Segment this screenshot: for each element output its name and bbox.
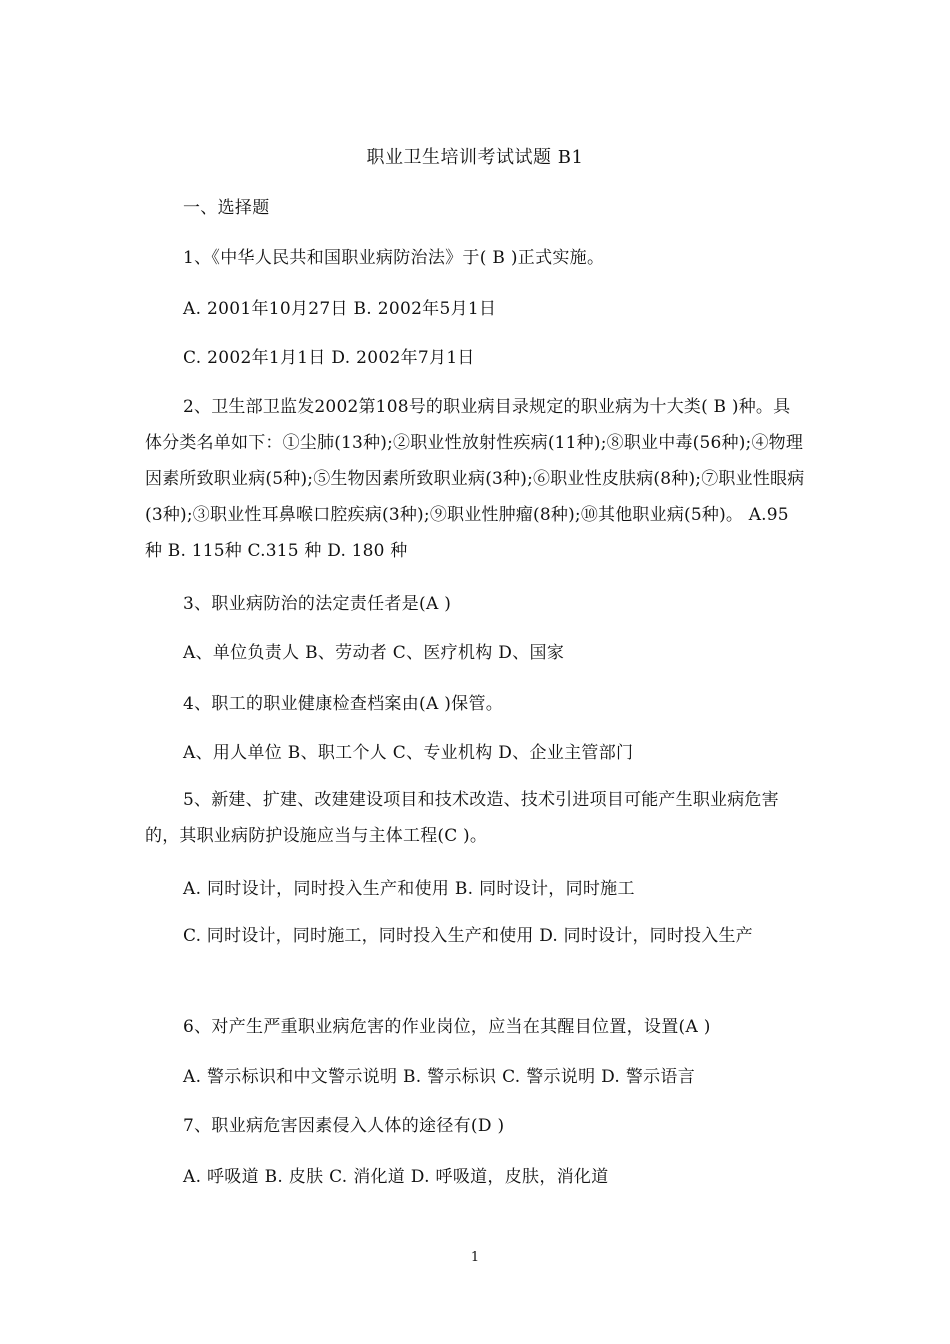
question-4-stem: 4、职工的职业健康检查档案由(A )保管。	[183, 694, 504, 714]
question-1-options-line-2: C. 2002年1月1日 D. 2002年7月1日	[183, 348, 475, 368]
question-2-paragraph: 2、卫生部卫监发2002第108号的职业病目录规定的职业病为十大类( B )种。具体分类名单如下：①尘肺(13种);②职业性放射性疾病(11种);⑧职业中毒(56种);④物理因素所致职业病(5种);⑤生物因素所致职业病(3种);⑥职业性皮肤病(8种);⑦职业性眼病(3种);③职业性耳鼻喉口腔疾病(3种);⑨职业性肿瘤(8种);⑩其他职业病(5种)。 A.95种 B. 115种 C.315 种 D. 180 种	[145, 397, 805, 561]
question-3-stem: 3、职业病防治的法定责任者是(A )	[183, 594, 452, 614]
page-number: 1	[470, 1250, 480, 1265]
question-3-options: A、单位负责人 B、劳动者 C、医疗机构 D、国家	[183, 643, 565, 663]
question-4-options: A、用人单位 B、职工个人 C、专业机构 D、企业主管部门	[183, 743, 634, 763]
question-7-options: A. 呼吸道 B. 皮肤 C. 消化道 D. 呼吸道，皮肤，消化道	[183, 1167, 609, 1187]
question-5-options-line-1: A. 同时设计，同时投入生产和使用 B. 同时设计，同时施工	[183, 879, 635, 899]
section-heading: 一、选择题	[183, 198, 270, 218]
question-7-stem: 7、职业病危害因素侵入人体的途径有(D )	[183, 1116, 505, 1136]
question-6-stem: 6、对产生严重职业病危害的作业岗位，应当在其醒目位置，设置(A )	[183, 1017, 711, 1037]
document-title: 职业卫生培训考试试题 B1	[366, 147, 584, 168]
question-5-paragraph: 5、新建、扩建、改建建设项目和技术改造、技术引进项目可能产生职业病危害的，其职业病防护设施应当与主体工程(C )。	[145, 790, 779, 846]
question-1-stem: 1、《中华人民共和国职业病防治法》于( B )正式实施。	[183, 248, 605, 268]
question-6-options: A. 警示标识和中文警示说明 B. 警示标识 C. 警示说明 D. 警示语言	[183, 1067, 696, 1087]
question-1-options-line-1: A. 2001年10月27日 B. 2002年5月1日	[183, 299, 497, 319]
question-5-options-line-2: C. 同时设计，同时施工，同时投入生产和使用 D. 同时设计，同时投入生产	[183, 926, 753, 946]
